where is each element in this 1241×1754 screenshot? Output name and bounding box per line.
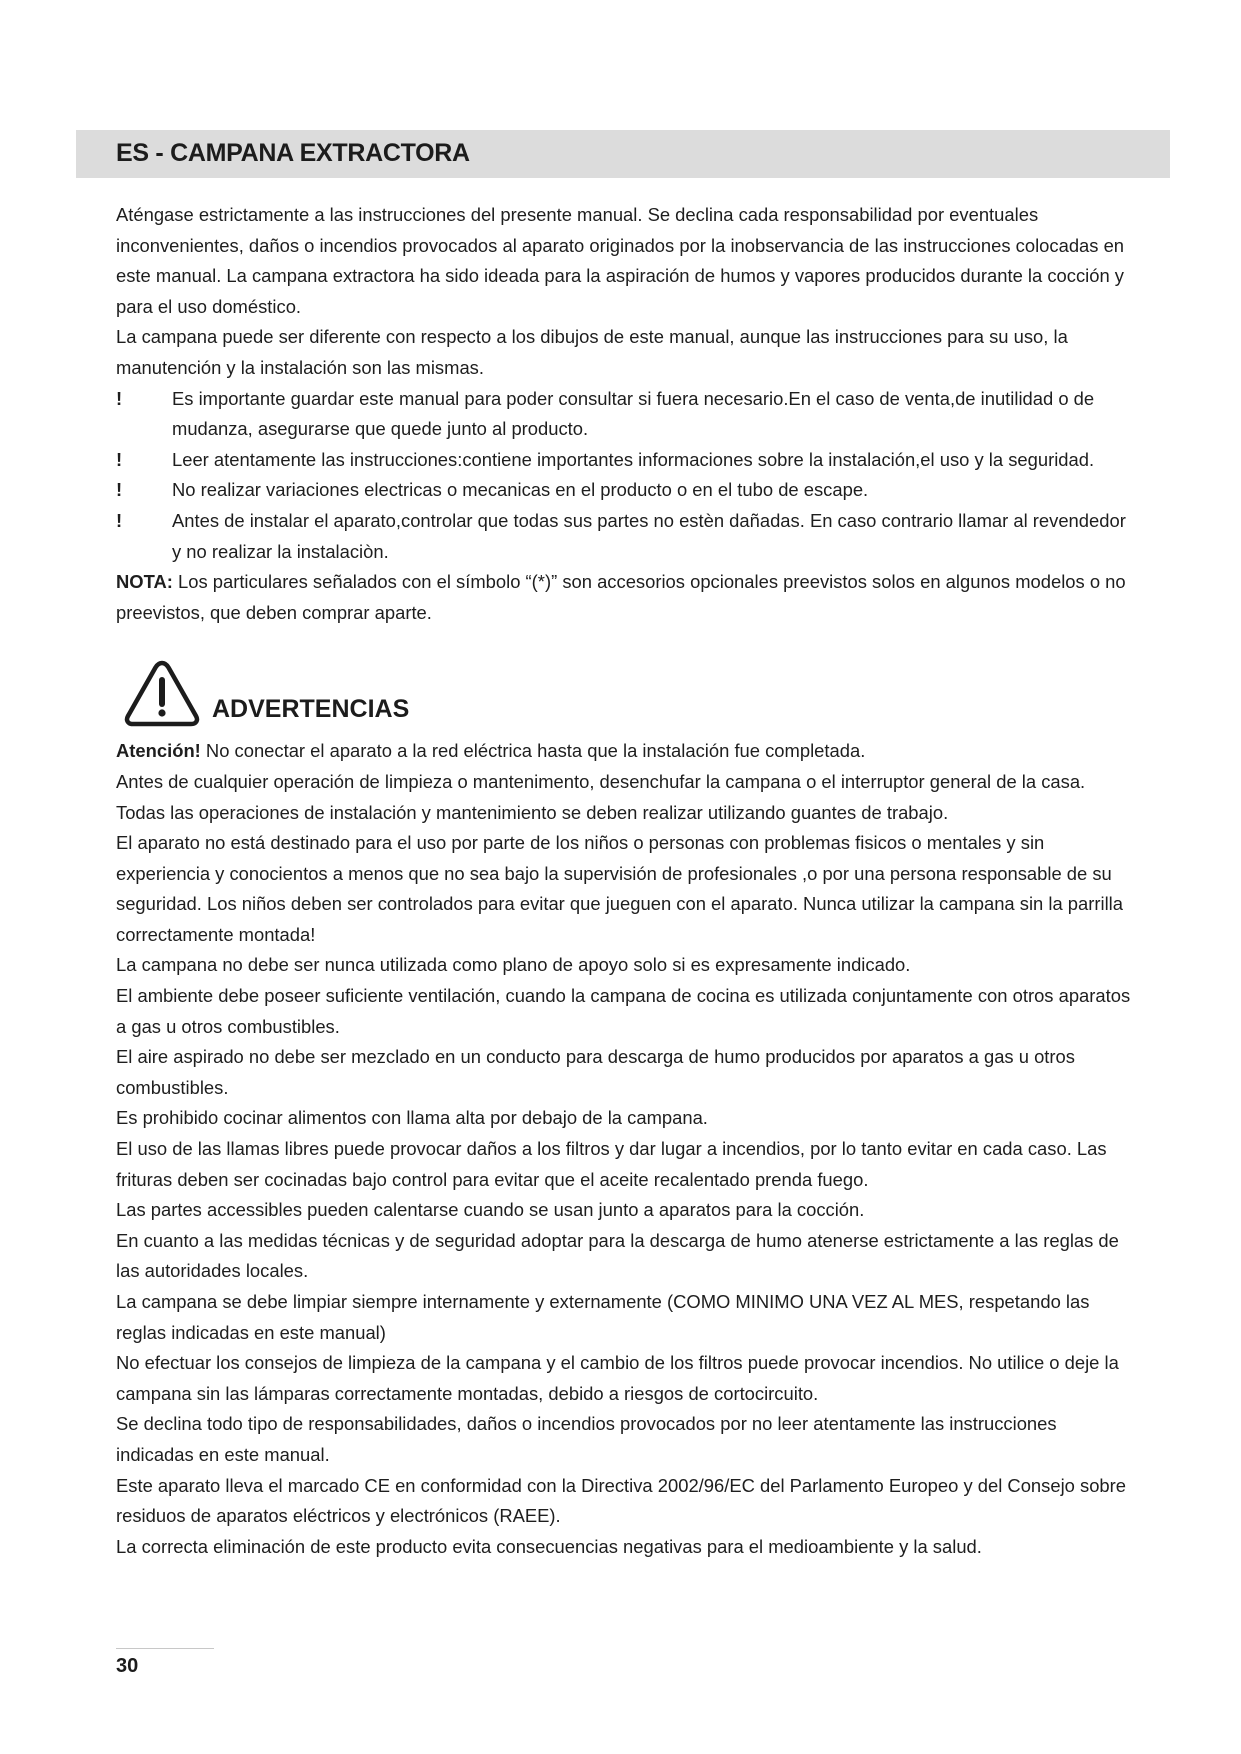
warning-paragraph: En cuanto a las medidas técnicas y de seguridad adoptar para la descarga de humo atenerse estrictamente a las reglas de las autoridades locales. xyxy=(116,1229,1119,1282)
page-content xyxy=(116,200,1136,1562)
warning-paragraph: Antes de cualquier operación de limpieza o mantenimento, desenchufar la campana o el interruptor general de la casa. xyxy=(116,770,1086,792)
warning-paragraph: La campana se debe limpiar siempre internamente y externamente (COMO MINIMO UNA VEZ AL MES, respetando las reglas indicadas en este manual) xyxy=(116,1291,1090,1343)
nota-label: NOTA: xyxy=(116,571,173,593)
warning-paragraph: Se declina todo tipo de responsabilidades, daños o incendios provocados por no leer atentamente las instrucciones indicadas en este manual. xyxy=(116,1413,1057,1465)
warning-paragraph: Este aparato lleva el marcado CE en conformidad con la Directiva 2002/96/EC del Parlamento Europeo y del Consejo sobre residuos de aparatos eléctricos y electrónicos (RAEE). xyxy=(116,1474,1127,1527)
list-item xyxy=(116,384,1136,445)
section-title: ES - CAMPANA EXTRACTORA xyxy=(116,139,470,167)
warning-paragraph: El uso de las llamas libres puede provocar daños a los filtros y dar lugar a incendios, por lo tanto evitar en cada caso. Las frituras deben ser cocinadas bajo control para evitar que el aceite recalentado prenda fuego. xyxy=(116,1138,1107,1190)
footer-divider xyxy=(116,1648,214,1649)
list-item xyxy=(116,506,1136,567)
warning-paragraph: El aparato no está destinado para el uso por parte de los niños o personas con problemas fisicos o mentales y sin experiencia y conocientos a menos que no sea bajo la supervisión de profesionales ,o por una persona responsable de su seguridad. Los niños deben ser controlados para evitar que jueguen con el aparato. Nunca utilizar la campana sin la parrilla correctamente montada! xyxy=(116,832,1123,945)
nota-paragraph xyxy=(116,567,1136,628)
list-item xyxy=(116,475,1136,506)
warning-triangle-icon xyxy=(122,658,202,728)
exclamation-bullet: ! xyxy=(116,509,123,531)
list-item xyxy=(116,445,1136,476)
page-number: 30 xyxy=(116,1655,139,1677)
important-notes-list xyxy=(116,384,1136,568)
warning-paragraph: Todas las operaciones de instalación y mantenimiento se deben realizar utilizando guantes de trabajo. xyxy=(116,801,949,823)
warning-paragraph: Las partes accessibles pueden calentarse cuando se usan junto a aparatos para la cocción. xyxy=(116,1199,865,1221)
atencion-label: Atención! xyxy=(116,740,201,762)
atencion-paragraph xyxy=(116,736,1136,767)
list-item-text: Antes de instalar el aparato,controlar que todas sus partes no estèn dañadas. En caso contrario llamar al revendedor y no realizar la instalaciòn. xyxy=(172,509,1126,562)
list-item-text: Es importante guardar este manual para poder consultar si fuera necesario.En el caso de venta,de inutilidad o de mudanza, asegurarse que quede junto al producto. xyxy=(172,387,1095,440)
warning-paragraph: La campana no debe ser nunca utilizada como plano de apoyo solo si es expresamente indicado. xyxy=(116,954,911,976)
list-item-text: Leer atentamente las instrucciones:contiene importantes informaciones sobre la instalación,el uso y la seguridad. xyxy=(172,448,1095,470)
warnings-title: ADVERTENCIAS xyxy=(212,695,410,724)
warnings-heading xyxy=(116,658,1136,734)
warning-paragraph: No efectuar los consejos de limpieza de la campana y el cambio de los filtros puede provocar incendios. No utilice o deje la campana sin las lámparas correctamente montadas, debido a riesgos de cortocircuito. xyxy=(116,1352,1119,1404)
intro-paragraph: Aténgase estrictamente a las instrucciones del presente manual. Se declina cada responsabilidad por eventuales inconvenientes, daños o incendios provocados al aparato originados por la inobservancia de las instrucciones colocadas en este manual. La campana extractora ha sido ideada para la aspiración de humos y vapores producidos durante la cocción y para el uso doméstico. xyxy=(116,204,1125,317)
nota-text: Los particulares señalados con el símbolo “(*)” son accesorios opcionales preevistos solos en algunos modelos o no preevistos, que deben comprar aparte. xyxy=(116,571,1126,623)
intro-paragraph: La campana puede ser diferente con respecto a los dibujos de este manual, aunque las instrucciones para su uso, la manutención y la instalación son las mismas. xyxy=(116,326,1068,378)
exclamation-bullet: ! xyxy=(116,448,123,470)
exclamation-bullet: ! xyxy=(116,387,123,409)
warning-paragraph: La correcta eliminación de este producto evita consecuencias negativas para el medioambiente y la salud. xyxy=(116,1535,982,1557)
exclamation-bullet: ! xyxy=(116,479,123,501)
warning-paragraph: El aire aspirado no debe ser mezclado en un conducto para descarga de humo producidos por aparatos a gas u otros combustibles. xyxy=(116,1046,1075,1098)
section-header-bar xyxy=(76,130,1170,178)
warning-paragraph: Es prohibido cocinar alimentos con llama alta por debajo de la campana. xyxy=(116,1107,708,1129)
warning-paragraph: El ambiente debe poseer suficiente ventilación, cuando la campana de cocina es utilizada conjuntamente con otros aparatos a gas u otros combustibles. xyxy=(116,985,1131,1037)
atencion-text: No conectar el aparato a la red eléctrica hasta que la instalación fue completada. xyxy=(200,740,866,762)
list-item-text: No realizar variaciones electricas o mecanicas en el producto o en el tubo de escape. xyxy=(172,479,869,501)
